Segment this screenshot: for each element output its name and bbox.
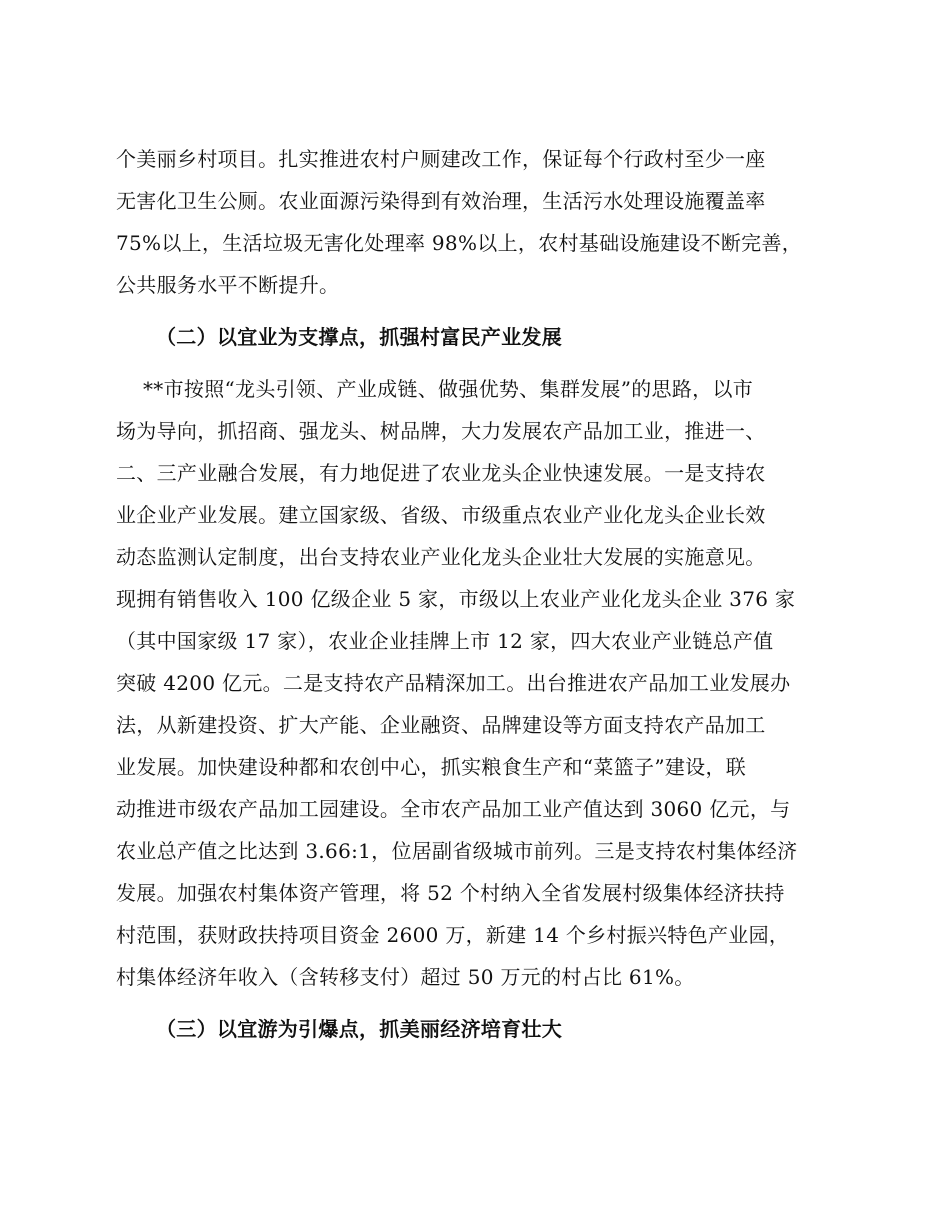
text-line: 村集体经济年收入（含转移支付）超过 50 万元的村占比 61%。 bbox=[116, 965, 695, 989]
section-heading-industry bbox=[116, 316, 830, 358]
text-line: 无害化卫生公厕。农业面源污染得到有效治理，生活污水处理设施覆盖率 bbox=[116, 189, 766, 213]
text-line: 村范围，获财政扶持项目资金 2600 万，新建 14 个乡村振兴特色产业园， bbox=[116, 923, 790, 947]
text-line: 二、三产业融合发展，有力地促进了农业龙头企业快速发展。一是支持农 bbox=[116, 461, 766, 485]
text-line: **市按照“龙头引领、产业成链、做强优势、集群发展”的思路，以市 bbox=[143, 377, 754, 401]
text-line: 动态监测认定制度，出台支持农业产业化龙头企业壮大发展的实施意见。 bbox=[116, 545, 766, 569]
text-line: 公共服务水平不断提升。 bbox=[116, 273, 340, 297]
paragraph-industry-development bbox=[116, 368, 830, 998]
text-line: 场为导向，抓招商、强龙头、树品牌，大力发展农产品加工业，推进一、 bbox=[116, 419, 766, 443]
text-line: 个美丽乡村项目。扎实推进农村户厕建改工作，保证每个行政村至少一座 bbox=[116, 147, 766, 171]
paragraph-rural-sanitation bbox=[116, 138, 830, 306]
text-line: 法，从新建投资、扩大产能、企业融资、品牌建设等方面支持农产品加工 bbox=[116, 713, 766, 737]
text-line: 动推进市级农产品加工园建设。全市农产品加工业产值达到 3060 亿元，与 bbox=[116, 797, 791, 821]
heading-text: （三）以宜游为引爆点，抓美丽经济培育壮大 bbox=[156, 1017, 562, 1041]
document-page bbox=[116, 138, 830, 1050]
heading-text: （二）以宜业为支撑点，抓强村富民产业发展 bbox=[156, 325, 562, 349]
text-line: 75%以上，生活垃圾无害化处理率 98%以上，农村基础设施建设不断完善， bbox=[116, 231, 803, 255]
text-line: 现拥有销售收入 100 亿级企业 5 家，市级以上农业产业化龙头企业 376 家 bbox=[116, 587, 796, 611]
text-line: 突破 4200 亿元。二是支持农产品精深加工。出台推进农产品加工业发展办 bbox=[116, 671, 791, 695]
text-line: 农业总产值之比达到 3.66:1，位居副省级城市前列。三是支持农村集体经济 bbox=[116, 839, 798, 863]
text-line: （其中国家级 17 家），农业企业挂牌上市 12 家，四大农业产业链总产值 bbox=[116, 629, 774, 653]
text-line: 业发展。加快建设种都和农创中心，抓实粮食生产和“菜篮子”建设，联 bbox=[116, 755, 747, 779]
section-heading-tourism bbox=[116, 1008, 830, 1050]
text-line: 发展。加强农村集体资产管理，将 52 个村纳入全省发展村级集体经济扶持 bbox=[116, 881, 785, 905]
text-line: 业企业产业发展。建立国家级、省级、市级重点农业产业化龙头企业长效 bbox=[116, 503, 766, 527]
